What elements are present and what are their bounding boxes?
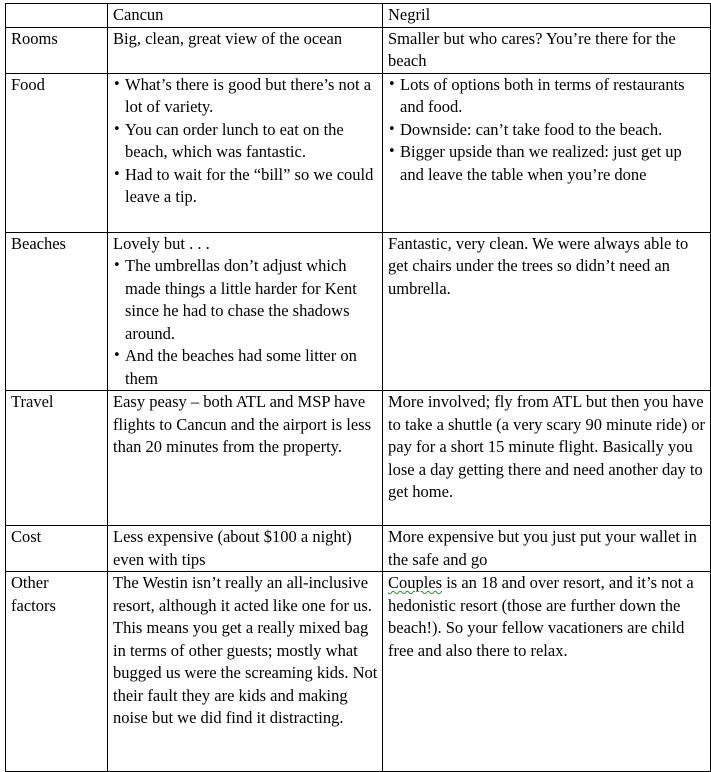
table-row-cost <box>6 526 711 572</box>
row-label: Rooms <box>6 27 108 73</box>
table-row-travel <box>6 391 711 526</box>
row-label: Cost <box>6 526 108 572</box>
cell-text: is an 18 and over resort, and it’s not a hedonistic resort (those are further down the beach!). So your fellow vacationers are child free and also there to relax. <box>388 573 694 660</box>
cancun-cell: Less expensive (about $100 a night) even with tips <box>108 526 383 572</box>
row-label: Travel <box>6 391 108 526</box>
table-row-other-factors <box>6 572 711 772</box>
spellcheck-word: Couples <box>388 573 443 592</box>
list-item: • Bigger upside than we realized: just get up and leave the table when you’re done <box>388 141 706 186</box>
cancun-cell <box>108 73 383 232</box>
negril-cell: More involved; fly from ATL but then you have to take a shuttle (a very scary 90 minute ride) or pay for a short 15 minute flight. Basically you lose a day getting there and need another day to get home. <box>383 391 711 526</box>
document-page <box>5 3 711 772</box>
list-item: • And the beaches had some litter on them <box>113 345 378 390</box>
negril-cell: Smaller but who cares? You’re there for the beach <box>383 27 711 73</box>
table-row-food <box>6 73 711 232</box>
table-row-beaches <box>6 232 711 391</box>
list-item: • The umbrellas don’t adjust which made things a little harder for Kent since he had to chase the shadows around. <box>113 255 378 345</box>
header-cell-empty <box>6 4 108 28</box>
cancun-cell: Big, clean, great view of the ocean <box>108 27 383 73</box>
row-label-line: factors <box>11 595 56 615</box>
header-cell-negril: Negril <box>383 4 711 28</box>
table-row-rooms <box>6 27 711 73</box>
bullet-list <box>388 74 706 187</box>
bullet-list <box>113 74 378 209</box>
cell-intro: Lovely but . . . <box>113 233 210 253</box>
header-cell-cancun: Cancun <box>108 4 383 28</box>
list-item: • What’s there is good but there’s not a lot of variety. <box>113 74 378 119</box>
list-item: • Lots of options both in terms of restaurants and food. <box>388 74 706 119</box>
row-label: Food <box>6 73 108 232</box>
list-item: • You can order lunch to eat on the beach, which was fantastic. <box>113 119 378 164</box>
list-item: • Downside: can’t take food to the beach. <box>388 119 706 142</box>
cancun-cell: Easy peasy – both ATL and MSP have flights to Cancun and the airport is less than 20 minutes from the property. <box>108 391 383 526</box>
row-label-line: Other <box>11 573 49 592</box>
comparison-table <box>5 3 711 772</box>
list-item: • Had to wait for the “bill” so we could leave a tip. <box>113 164 378 209</box>
table-header-row <box>6 4 711 28</box>
bullet-list <box>113 255 378 390</box>
negril-cell: Fantastic, very clean. We were always able to get chairs under the trees so didn’t need an umbrella. <box>383 232 711 391</box>
negril-cell: More expensive but you just put your wallet in the safe and go <box>383 526 711 572</box>
negril-cell <box>383 572 711 772</box>
row-label: Beaches <box>6 232 108 391</box>
row-label <box>6 572 108 772</box>
cancun-cell <box>108 232 383 391</box>
negril-cell <box>383 73 711 232</box>
cancun-cell: The Westin isn’t really an all-inclusive resort, although it acted like one for us. This means you get a really mixed bag in terms of other guests; mostly what bugged us were the screaming kids. Not their fault they are kids and making noise but we did find it distracting. <box>108 572 383 772</box>
